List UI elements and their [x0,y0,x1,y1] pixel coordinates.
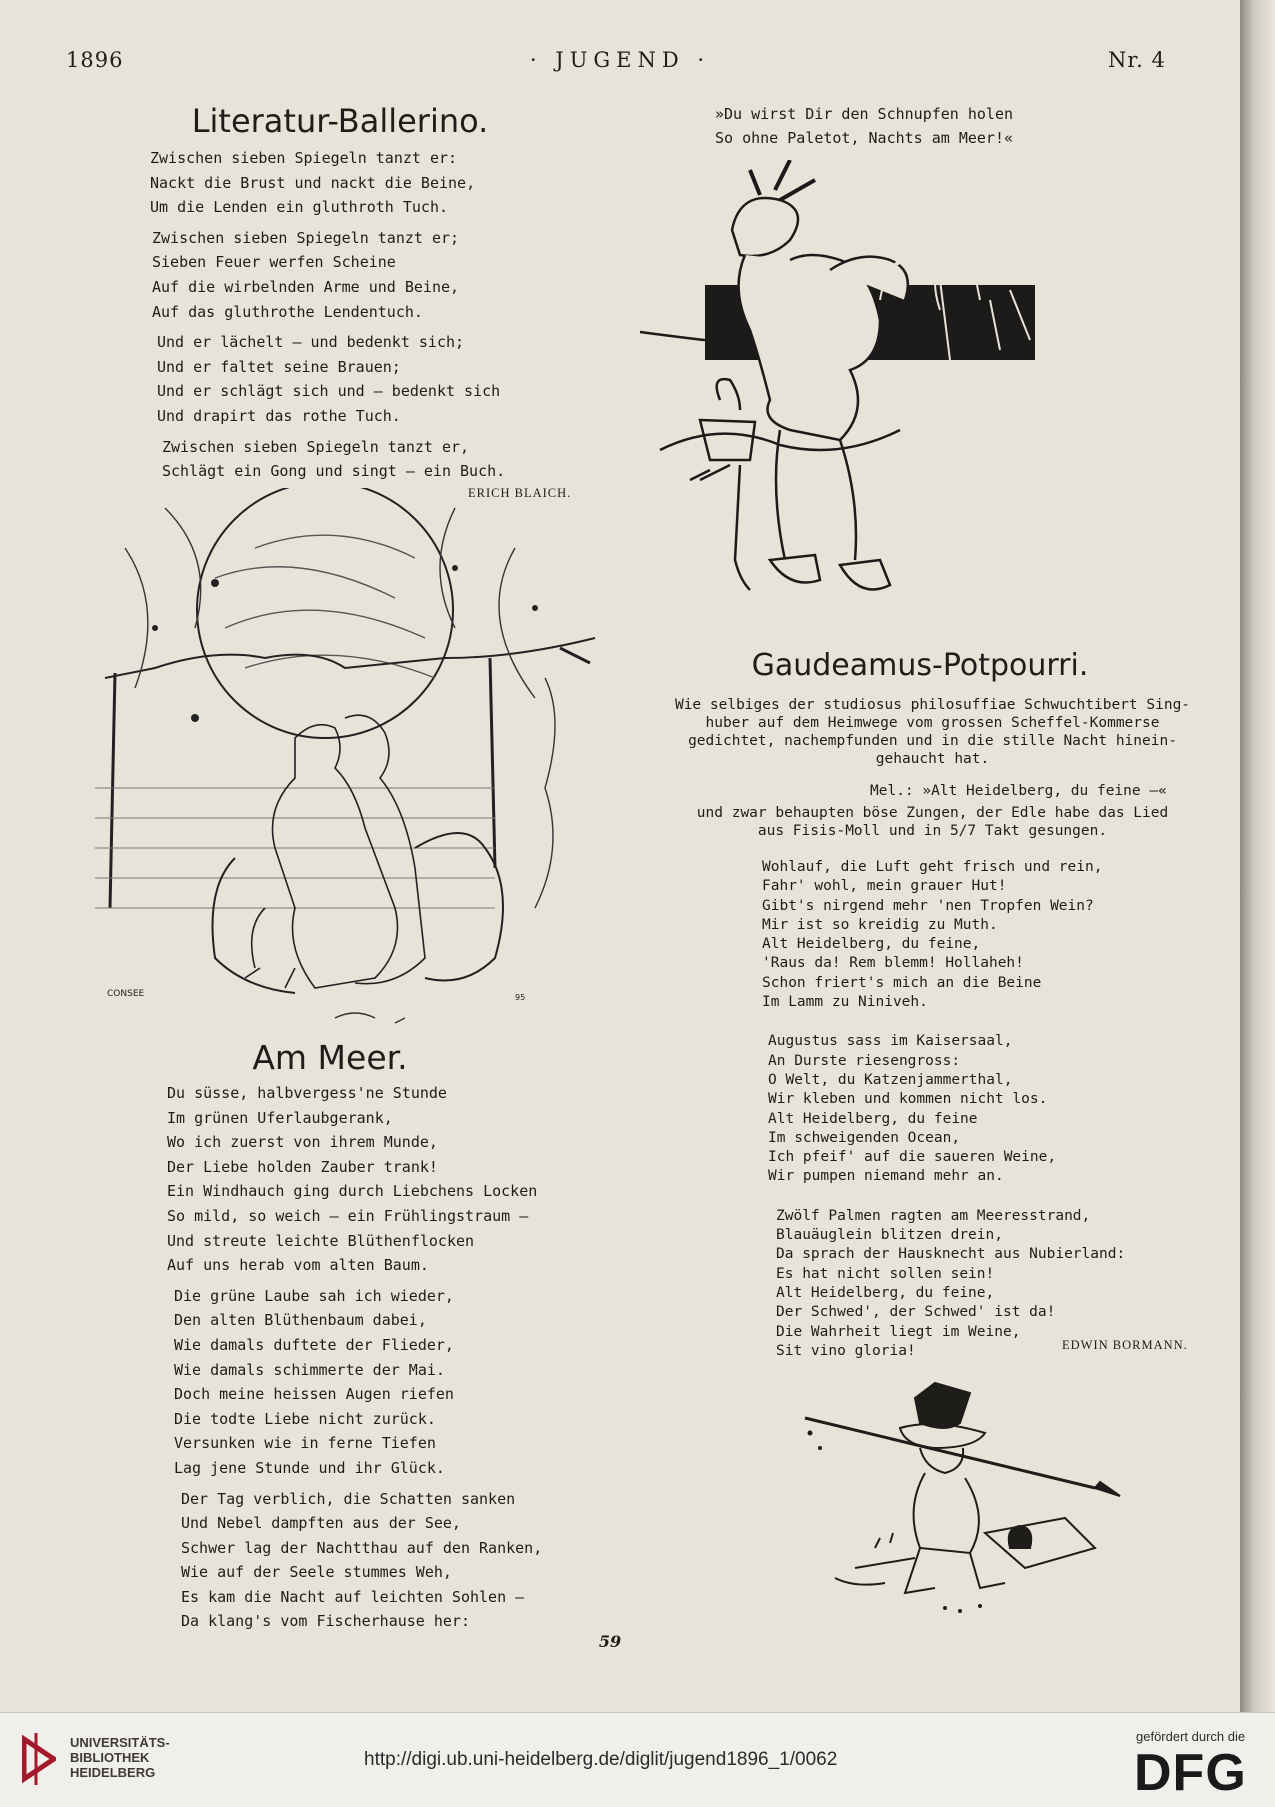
poem-line: Die Wahrheit liegt im Weine, [776,1323,1021,1340]
poem2-title: Am Meer. [252,1038,408,1077]
poem-line: Im schweigenden Ocean, [768,1129,961,1146]
poem-line: Auf uns herab vom alten Baum. [167,1256,429,1275]
poem-line: Die grüne Laube sah ich wieder, [174,1286,454,1305]
poem-line: Da klang's vom Fischerhause her: [181,1612,470,1631]
poem-line: Nackt die Brust und nackt die Beine, [150,173,476,192]
poem-line: Und er schlägt sich und — bedenkt sich [157,382,501,401]
poem2-stanza [174,1284,542,1481]
quote-line: »Du wirst Dir den Schnupfen holen [715,105,1014,123]
library-name-line: UNIVERSITÄTS- [70,1735,170,1750]
poem-line: Ein Windhauch ging durch Liebchens Locken [167,1182,538,1201]
poem-line: Mir ist so kreidig zu Muth. [762,916,998,933]
poem-line: Und er lächelt — und bedenkt sich; [157,333,465,352]
poem-line: Ich pfeif' auf die saueren Weine, [768,1149,1057,1166]
poem3-intro [670,696,1195,768]
illustration-signature-left: CONSEE [107,989,145,999]
poem-line: Wohlauf, die Luft geht frisch und rein, [762,859,1103,875]
poem-line: Alt Heidelberg, du feine [768,1110,978,1127]
poem-line: Und Nebel dampften aus der See, [181,1514,461,1533]
poem1-stanza [152,226,505,324]
woman-at-sea-illustration [640,160,1140,620]
poem-line: Wo ich zuerst von ihrem Munde, [167,1133,438,1152]
poem-line: Fahr' wohl, mein grauer Hut! [762,878,1007,895]
poem-line: Sieben Feuer werfen Scheine [152,253,396,272]
funding-note: gefördert durch die [1136,1729,1246,1744]
poem-line: Alt Heidelberg, du feine, [776,1284,995,1301]
poem1-stanza [157,330,505,428]
poem-line: So mild, so weich — ein Frühlingstraum — [167,1206,529,1225]
poem3-stanza [762,858,1125,1012]
poem-line: Du süsse, halbvergess'ne Stunde [167,1084,447,1102]
library-name [70,1735,170,1780]
poem3-author: EDWIN BORMANN. [1062,1338,1188,1352]
poem3-melody: Mel.: »Alt Heidelberg, du feine —« [870,783,1167,799]
poem-line: Und er faltet seine Brauen; [157,357,401,376]
poem-line: Wir pumpen niemand mehr an. [768,1168,1004,1185]
poem-line: Im grünen Uferlaubgerank, [167,1108,393,1127]
note-line: und zwar behaupten böse Zungen, der Edle habe das Lied [696,805,1169,821]
poem-line: 'Raus da! Rem blemm! Hollaheh! [762,955,1024,972]
poem-line: Die todte Liebe nicht zurück. [174,1409,436,1428]
poem-line: Zwischen sieben Spiegeln tanzt er: [150,149,458,167]
poem-line: Der Tag verblich, die Schatten sanken [181,1489,516,1508]
intro-line: Wie selbiges der studiosus philosuffiae Schwuchtibert Sing- [674,697,1191,713]
poem3-body [762,858,1125,1361]
poem-line: Den alten Blüthenbaum dabei, [174,1311,427,1330]
poem-line: Auf die wirbelnden Arme und Beine, [152,277,460,296]
poem-line: Der Liebe holden Zauber trank! [167,1157,438,1176]
permalink-url[interactable]: http://digi.ub.uni-heidelberg.de/diglit/jugend1896_1/0062 [364,1749,838,1770]
quote-line: So ohne Paletot, Nachts am Meer!« [715,129,1014,147]
poem-line: Wir kleben und kommen nicht los. [768,1091,1048,1108]
poem-line: Es kam die Nacht auf leichten Sohlen — [181,1587,525,1606]
poem-line: Alt Heidelberg, du feine, [762,936,981,953]
poem2-stanza [167,1081,542,1278]
library-name-line: HEIDELBERG [70,1765,156,1780]
poem3-note [670,804,1195,840]
viewer-footer [0,1712,1275,1807]
poem-line: Im Lamm zu Niniveh. [762,994,928,1011]
poem3-title: Gaudeamus-Potpourri. [751,648,1089,683]
poem-line: Lag jene Stunde und ihr Glück. [174,1458,445,1477]
poem-line: Und drapirt das rothe Tuch. [157,406,401,425]
poem2-body [167,1081,542,1640]
poem-line: Schon friert's mich an die Beine [762,974,1042,991]
poem-line: Um die Lenden ein gluthroth Tuch. [150,198,449,217]
gnome-with-quill-illustration [795,1378,1135,1618]
note-line: aus Fisis-Moll und in 5/7 Takt gesungen. [757,823,1108,839]
poem-line: Es hat nicht sollen sein! [776,1265,995,1282]
library-logo-icon [22,1731,56,1787]
poem-line: Der Schwed', der Schwed' ist da! [776,1304,1056,1321]
intro-line: huber auf dem Heimwege vom grossen Scheffel-Kommerse [705,715,1160,731]
poem1-title: Literatur-Ballerino. [191,102,489,140]
poem-line: O Welt, du Katzenjammerthal, [768,1071,1013,1088]
poem-line: Doch meine heissen Augen riefen [174,1385,454,1404]
poem1-stanza [150,146,505,220]
poem1-author: ERICH BLAICH. [468,486,572,500]
arbor-couple-illustration [95,488,605,1036]
poem-line: Wie damals schimmerte der Mai. [174,1360,445,1379]
poem1-body [150,146,505,490]
poem-line: Und streute leichte Blüthenflocken [167,1231,475,1250]
poem-line: Schlägt ein Gong und singt — ein Buch. [162,462,506,481]
illustration-signature-right: 95 [515,993,526,1002]
page-edge-shadow [1240,0,1275,1712]
poem-line: Zwischen sieben Spiegeln tanzt er, [162,437,470,456]
poem-line: Zwölf Palmen ragten am Meeresstrand, [776,1207,1091,1224]
poem-line: Versunken wie in ferne Tiefen [174,1434,436,1453]
poem-line: Schwer lag der Nachtthau auf den Ranken, [181,1538,543,1557]
dfg-logo: DFG [1134,1744,1247,1802]
poem-line: Gibt's nirgend mehr 'nen Tropfen Wein? [762,897,1094,914]
library-name-line: BIBLIOTHEK [70,1750,150,1765]
header-year: 1896 [66,48,124,72]
poem-line: Augustus sass im Kaisersaal, [768,1033,1013,1050]
header-title: · JUGEND · [529,48,711,72]
header-issue: Nr. 4 [1108,48,1166,72]
poem-line: Sit vino gloria! [776,1342,916,1359]
page-number: 59 [598,1632,622,1651]
poem-line: Blauäuglein blitzen drein, [776,1227,1003,1244]
poem-line: Da sprach der Hausknecht aus Nubierland: [776,1246,1126,1263]
caricature-quote [715,102,1013,150]
poem-line: Zwischen sieben Spiegeln tanzt er; [152,228,460,247]
poem1-stanza [162,435,505,484]
poem-line: Wie auf der Seele stummes Weh, [181,1563,452,1582]
poem-line: An Durste riesengross: [768,1052,961,1069]
intro-line: gehaucht hat. [875,751,990,767]
intro-line: gedichtet, nachempfunden und in die stille Nacht hinein- [688,733,1177,749]
poem3-stanza [768,1032,1125,1186]
poem2-stanza [181,1487,542,1635]
poem-line: Wie damals duftete der Flieder, [174,1335,454,1354]
poem-line: Auf das gluthrothe Lendentuch. [152,302,423,321]
